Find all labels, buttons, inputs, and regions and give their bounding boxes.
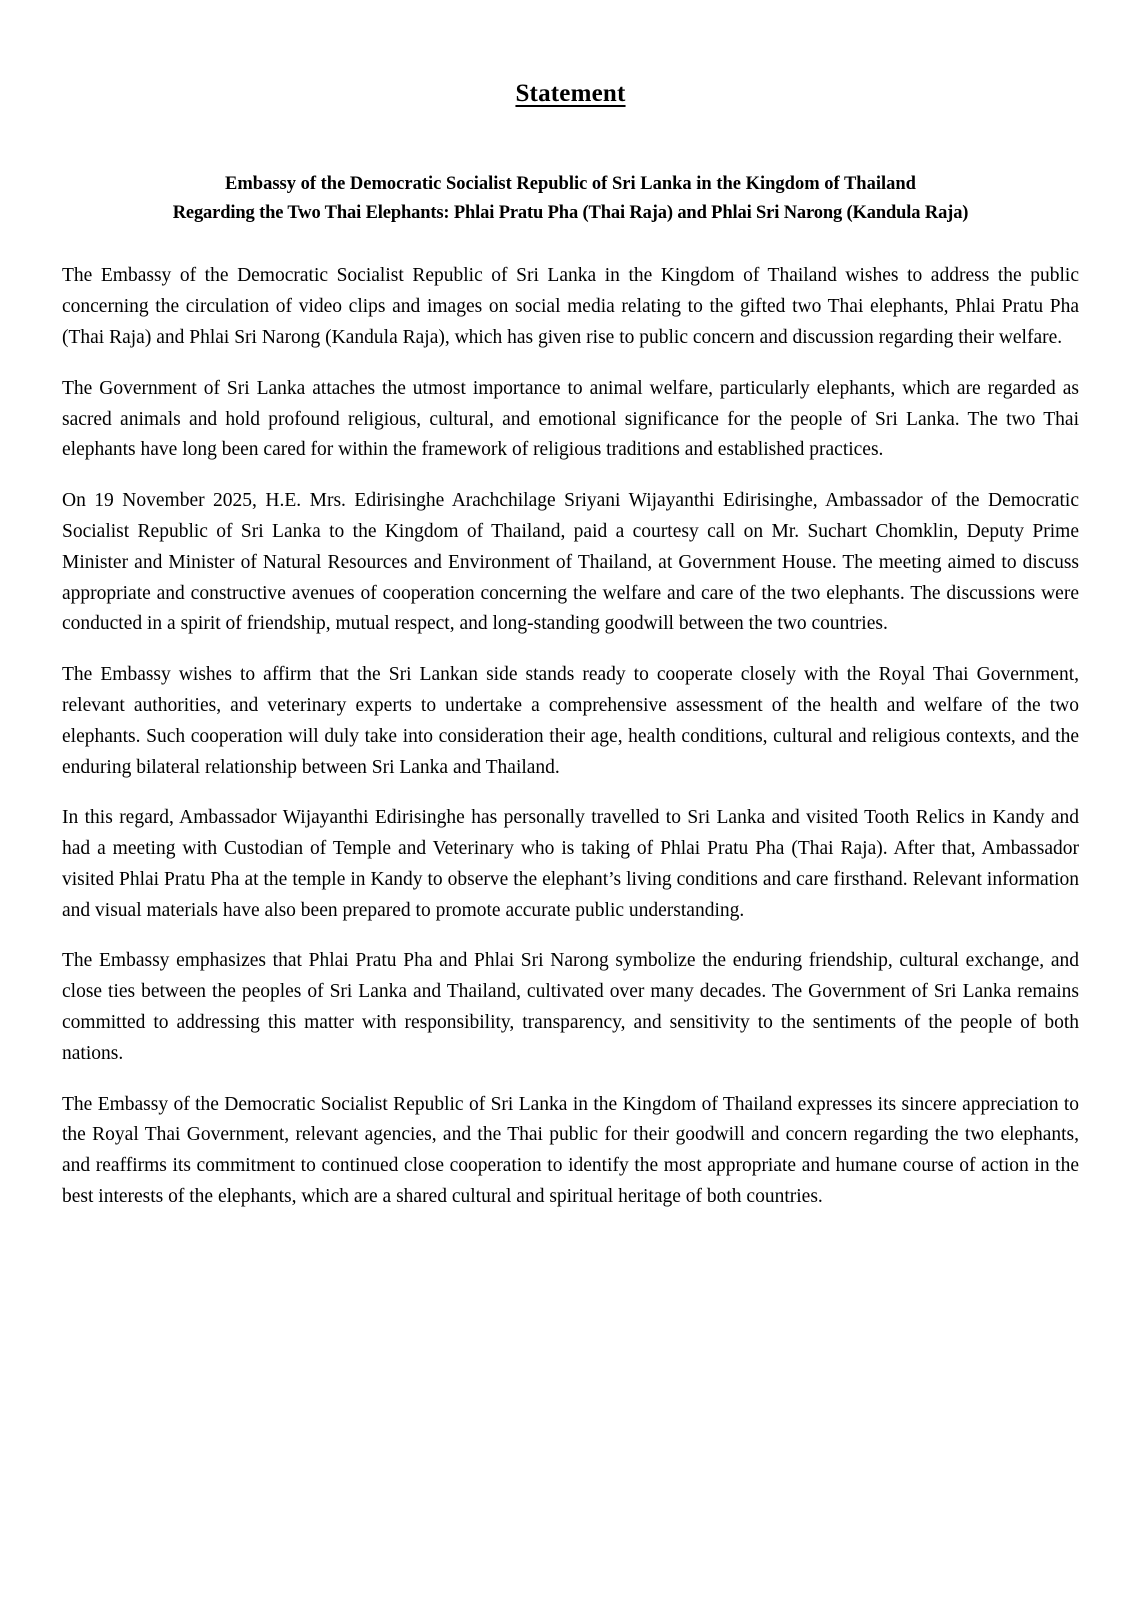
subtitle-line-1: Embassy of the Democratic Socialist Republic of Sri Lanka in the Kingdom of Thailand — [225, 174, 916, 194]
paragraph: The Government of Sri Lanka attaches the utmost importance to animal welfare, particularly elephants, which are regarded as sacred animals and hold profound religious, cultural, and emotional significance for the people of Sri Lanka. The two Thai elephants have long been cared for within the framework of religious traditions and established practices. — [62, 377, 1079, 461]
paragraph: On 19 November 2025, H.E. Mrs. Edirisinghe Arachchilage Sriyani Wijayanthi Edirisinghe, Ambassador of the Democratic Socialist Republic of Sri Lanka to the Kingdom of Thailand, paid a courtesy call on Mr. Suchart Chomklin, Deputy Prime Minister and Minister of Natural Resources and Environment of Thailand, at Government House. The meeting aimed to discuss appropriate and constructive avenues of cooperation concerning the welfare and care of the two elephants. The discussions were conducted in a spirit of friendship, mutual respect, and long-standing goodwill between the two countries. — [62, 490, 1079, 635]
paragraph: The Embassy emphasizes that Phlai Pratu Pha and Phlai Sri Narong symbolize the enduring friendship, cultural exchange, and close ties between the peoples of Sri Lanka and Thailand, cultivated over many decades. The Government of Sri Lanka remains committed to addressing this matter with responsibility, transparency, and sensitivity to the sentiments of the people of both nations. — [62, 950, 1079, 1064]
paragraph: The Embassy wishes to affirm that the Sri Lankan side stands ready to cooperate closely with the Royal Thai Government, relevant authorities, and veterinary experts to undertake a comprehensive assessment of the health and welfare of the two elephants. Such cooperation will duly take into consideration their age, health conditions, cultural and religious contexts, and the enduring bilateral relationship between Sri Lanka and Thailand. — [62, 664, 1079, 778]
document-body — [62, 261, 1079, 1213]
subtitle-line-2: Regarding the Two Thai Elephants: Phlai Pratu Pha (Thai Raja) and Phlai Sri Narong (Kandula Raja) — [172, 202, 969, 223]
paragraph: The Embassy of the Democratic Socialist Republic of Sri Lanka in the Kingdom of Thailand wishes to address the public concerning the circulation of video clips and images on social media relating to the gifted two Thai elephants, Phlai Pratu Pha (Thai Raja) and Phlai Sri Narong (Kandula Raja), which has given rise to public concern and discussion regarding their welfare. — [62, 265, 1079, 348]
paragraph: The Embassy of the Democratic Socialist Republic of Sri Lanka in the Kingdom of Thailand expresses its sincere appreciation to the Royal Thai Government, relevant agencies, and the Thai public for their goodwill and concern regarding the two elephants, and reaffirms its commitment to continued close cooperation to identify the most appropriate and humane course of action in the best interests of the elephants, which are a shared cultural and spiritual heritage of both countries. — [62, 1093, 1079, 1208]
document-subtitle — [62, 170, 1079, 227]
paragraph: In this regard, Ambassador Wijayanthi Edirisinghe has personally travelled to Sri Lanka and visited Tooth Relics in Kandy and had a meeting with Custodian of Temple and Veterinary who is taking of Phlai Pratu Pha (Thai Raja). After that, Ambassador visited Phlai Pratu Pha at the temple in Kandy to observe the elephant’s living conditions and care firsthand. Relevant information and visual materials have also been prepared to promote accurate public understanding. — [62, 807, 1079, 921]
page-title: Statement — [515, 80, 626, 107]
